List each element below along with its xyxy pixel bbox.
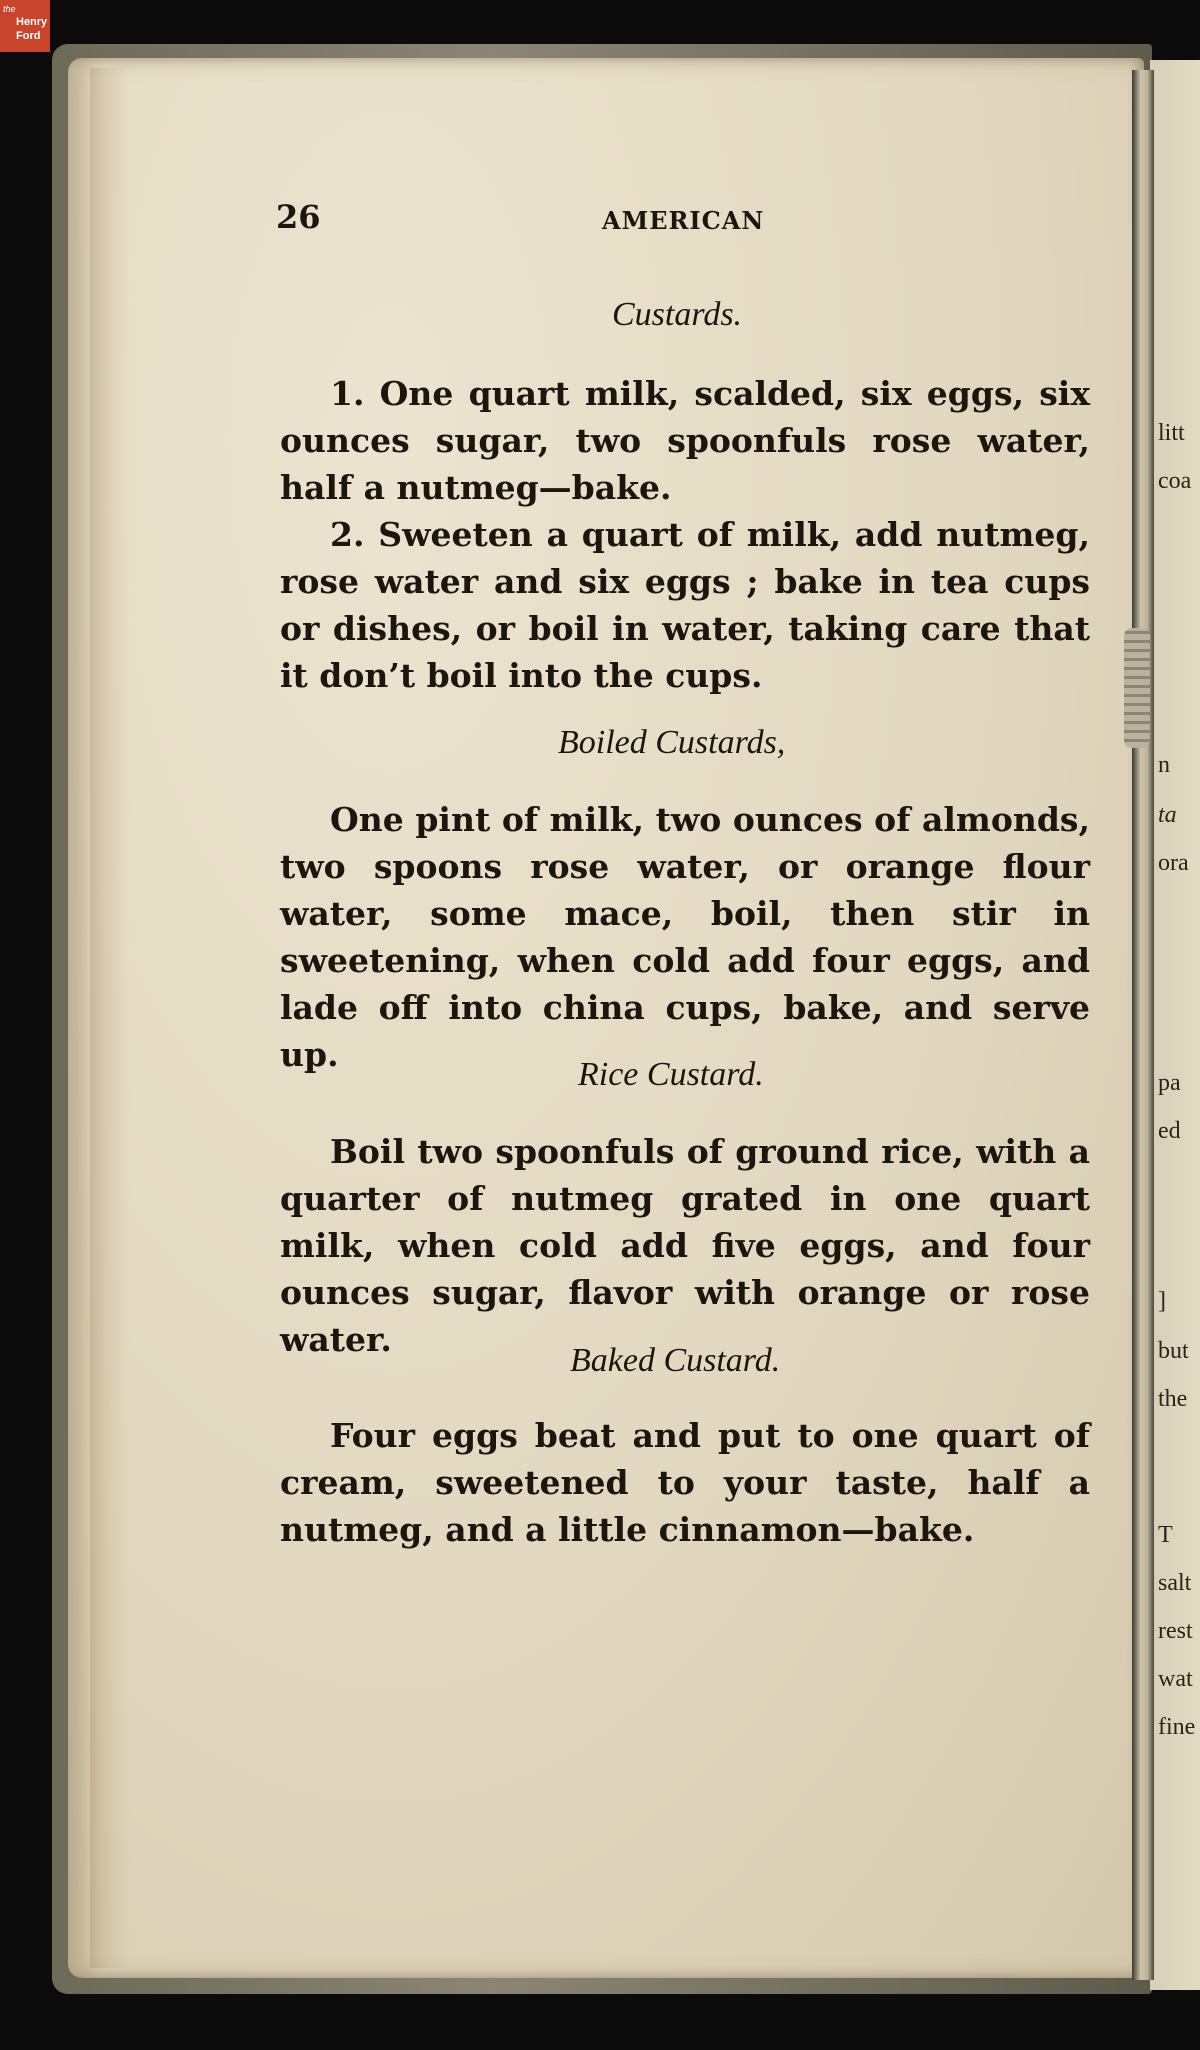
facing-page-fragment: wat xyxy=(1158,1666,1193,1692)
facing-page-fragment: the xyxy=(1158,1386,1188,1412)
section-title: Rice Custard. xyxy=(578,1056,764,1093)
facing-page-fragment: ed xyxy=(1158,1118,1181,1144)
paragraph: 1. One quart milk, scalded, six eggs, six ounces sugar, two spoonfuls rose water, half a nutmeg—bake. xyxy=(280,374,1090,507)
running-head: AMERICAN xyxy=(602,206,765,235)
facing-page-fragment: ora xyxy=(1158,850,1189,876)
facing-page-fragment: litt xyxy=(1158,420,1185,446)
facing-page-fragment: T xyxy=(1158,1522,1173,1548)
facing-page-fragment: ] xyxy=(1158,1288,1166,1314)
page-gutter xyxy=(1132,70,1154,1980)
facing-page-fragment: fine xyxy=(1158,1714,1196,1740)
facing-page-fragment: salt xyxy=(1158,1570,1192,1596)
facing-page-fragment: rest xyxy=(1158,1618,1193,1644)
paragraph: 2. Sweeten a quart of milk, add nutmeg, rose water and six eggs ; bake in tea cups or dishes, or boil in water, taking care that it don’t boil into the cups. xyxy=(280,515,1090,695)
section-body xyxy=(280,370,1090,699)
paragraph: Boil two spoonfuls of ground rice, with a quarter of nutmeg grated in one quart milk, when cold add five eggs, and four ounces sugar, flavor with orange or rose water. xyxy=(280,1132,1090,1359)
section-title: Baked Custard. xyxy=(570,1342,781,1379)
logo-line-2: Henry xyxy=(16,16,48,28)
logo-line-1: the xyxy=(3,4,16,14)
henry-ford-logo xyxy=(0,0,50,52)
facing-page-fragment: coa xyxy=(1158,468,1192,494)
facing-page-edge xyxy=(1150,60,1200,1990)
section-title: Custards. xyxy=(612,296,743,333)
paragraph: Four eggs beat and put to one quart of cream, sweetened to your taste, half a nutmeg, and a little cinnamon—bake. xyxy=(280,1416,1090,1549)
section-body xyxy=(280,1412,1090,1553)
logo-line-3: Ford xyxy=(16,30,41,42)
facing-page-fragment: pa xyxy=(1158,1070,1181,1096)
facing-page-fragment: ta xyxy=(1158,802,1177,828)
page-number: 26 xyxy=(276,198,321,236)
section-title: Boiled Custards, xyxy=(558,724,786,761)
paragraph: One pint of milk, two ounces of almonds, two spoons rose water, or orange flour water, some mace, boil, then stir in sweetening, when cold add four eggs, and lade off into china cups, bake, and serve up. xyxy=(280,800,1090,1074)
facing-page-fragment: n xyxy=(1158,752,1170,778)
facing-page-fragment: but xyxy=(1158,1338,1189,1364)
section-body xyxy=(280,1128,1090,1363)
section-body xyxy=(280,796,1090,1078)
binding-clip xyxy=(1124,628,1150,748)
